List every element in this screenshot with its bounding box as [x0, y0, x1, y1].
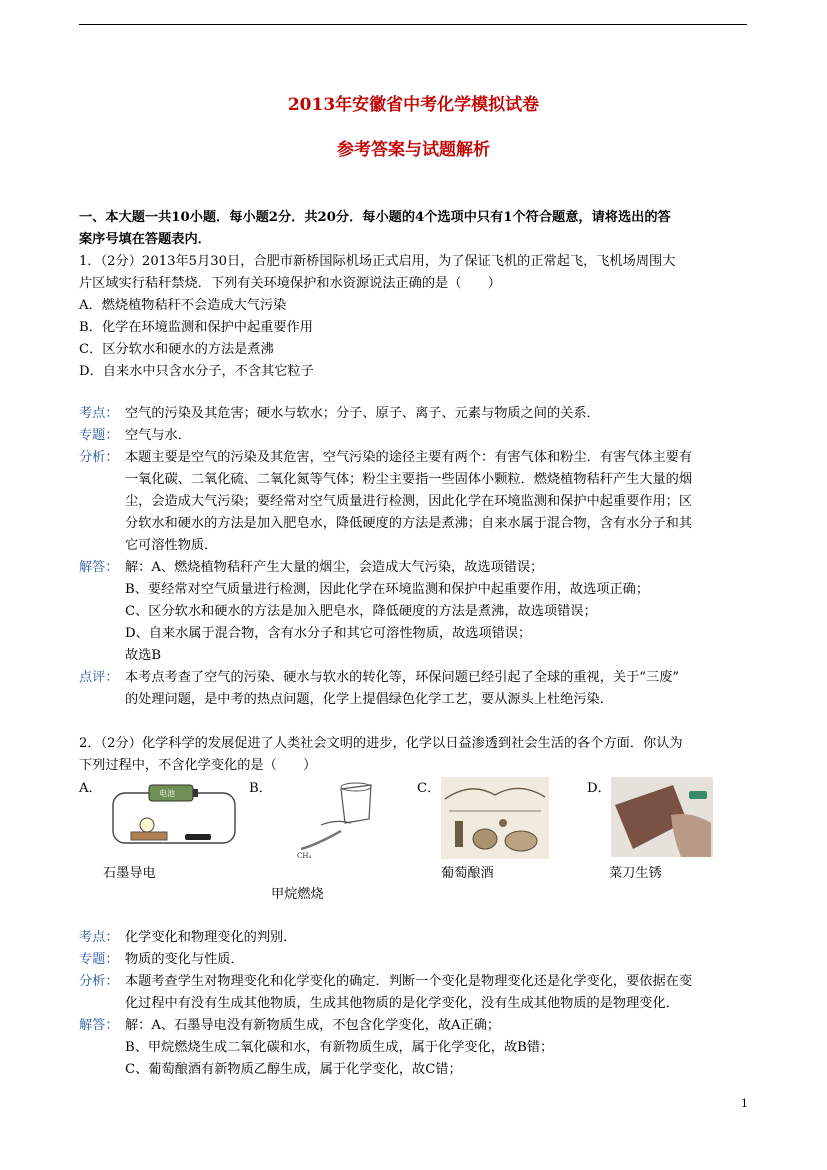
kaodian-text: 化学变化和物理变化的判别．	[125, 930, 297, 945]
option-b: B．化学在环境监测和保护中起重要作用	[79, 320, 313, 335]
fenxi-line: 尘，会造成大气污染；要经常对空气质量进行检测，因此化学在环境监测和保护中起重要作用；区	[125, 494, 693, 509]
option-a: A．燃烧植物秸秆不会造成大气污染	[79, 298, 287, 313]
jieda-line: 故选B	[125, 648, 162, 663]
circuit-illustration	[107, 779, 242, 851]
fenxi-line: 分软水和硬水的方法是加入肥皂水，降低硬度的方法是煮沸；自来水属于混合物，含有水分子和其	[125, 516, 693, 531]
dianping-line: 的处理问题，是中考的热点问题，化学上提倡绿色化学工艺，要从源头上杜绝污染．	[125, 692, 613, 707]
question-2	[79, 733, 754, 777]
fenxi-line: 本题主要是空气的污染及其危害，空气污染的途径主要有两个：有害气体和粉尘．有害气体主要有	[125, 450, 693, 465]
option-c: C．区分软水和硬水的方法是煮沸	[79, 342, 274, 357]
jieda-line: B、甲烷燃烧生成二氧化碳和水，有新物质生成，属于化学变化，故B错；	[125, 1040, 554, 1055]
q2-zhuanti	[79, 949, 754, 971]
question-stem-line: 2．（2分）化学科学的发展促进了人类社会文明的进步，化学以日益渗透到社会生活的各个方面．你认为	[79, 736, 683, 751]
q1-dianping	[79, 667, 754, 711]
fenxi-line: 一氧化碳、二氧化硫、二氧化氮等气体；粉尘主要指一些固体小颗粒．燃烧植物秸秆产生大量的烟	[125, 472, 693, 487]
label-fenxi: 分析：	[79, 974, 119, 989]
label-zhuanti: 专题：	[79, 952, 119, 967]
option-a-letter: A．	[79, 781, 102, 796]
zhuanti-text: 空气与水．	[125, 428, 191, 443]
label-zhuanti: 专题：	[79, 428, 119, 443]
label-jieda: 解答：	[79, 1018, 119, 1033]
label-kaodian: 考点：	[79, 930, 119, 945]
option-d-letter: D．	[587, 781, 611, 796]
question-1	[79, 251, 754, 383]
option-figures	[79, 777, 759, 907]
question-stem-line: 片区域实行秸秆禁烧．下列有关环境保护和水资源说法正确的是（ ）	[79, 276, 501, 291]
zhuanti-text: 物质的变化与性质．	[125, 952, 244, 967]
option-b-caption: 甲烷燃烧	[271, 887, 324, 902]
question-stem-line: 1．（2分）2013年5月30日，合肥市新桥国际机场正式启用，为了保证飞机的正常起飞，飞机场周围大	[79, 254, 676, 269]
fenxi-line: 化过程中有没有生成其他物质，生成其他物质的是化学变化，没有生成其他物质的是物理变化．	[125, 996, 679, 1011]
label-jieda: 解答：	[79, 560, 119, 575]
option-d: D．自来水中只含水分子，不含其它粒子	[79, 364, 314, 379]
label-kaodian: 考点：	[79, 406, 119, 421]
option-b-letter: B．	[249, 781, 272, 796]
ch4-label: CH₄	[297, 852, 312, 860]
jieda-line: 解：A、石墨导电没有新物质生成，不包含化学变化，故A正确；	[125, 1018, 501, 1033]
q1-kaodian	[79, 403, 754, 425]
q1-zhuanti	[79, 425, 754, 447]
methane-burning-illustration	[281, 779, 381, 861]
page-subtitle: 参考答案与试题解析	[337, 140, 490, 160]
q1-jieda	[79, 557, 754, 667]
q2-jieda	[79, 1015, 754, 1081]
page-title: 2013年安徽省中考化学模拟试卷	[287, 95, 540, 115]
fenxi-line: 它可溶性物质．	[125, 538, 218, 553]
jieda-line: D、自来水属于混合物，含有水分子和其它可溶性物质，故选项错误；	[125, 626, 532, 641]
option-c-letter: C．	[417, 781, 441, 796]
header-rule	[79, 24, 747, 25]
q2-kaodian	[79, 927, 754, 949]
option-a-caption: 石墨导电	[103, 866, 156, 881]
winemaking-illustration	[441, 777, 549, 859]
fenxi-line: 本题考查学生对物理变化和化学变化的确定．判断一个变化是物理变化还是化学变化，要依据在变	[125, 974, 693, 989]
q1-fenxi	[79, 447, 754, 557]
label-dianping: 点评：	[79, 670, 119, 685]
kaodian-text: 空气的污染及其危害；硬水与软水；分子、原子、离子、元素与物质之间的关系．	[125, 406, 600, 421]
rusty-knife-illustration	[611, 777, 713, 857]
jieda-line: C、葡萄酿酒有新物质乙醇生成，属于化学变化，故C错；	[125, 1062, 462, 1077]
option-d-caption: 菜刀生锈	[609, 866, 662, 881]
jieda-line: C、区分软水和硬水的方法是加入肥皂水，降低硬度的方法是煮沸，故选项错误；	[125, 604, 597, 619]
jieda-line: 解：A、燃烧植物秸秆产生大量的烟尘，会造成大气污染，故选项错误；	[125, 560, 544, 575]
section-heading-line: 案序号填在答题表内．	[79, 232, 211, 247]
page-number: 1	[741, 1097, 748, 1110]
question-stem-line: 下列过程中，不含化学变化的是（ ）	[79, 758, 317, 773]
option-c-caption: 葡萄酿酒	[441, 866, 494, 881]
battery-label: 电池	[159, 789, 175, 798]
dianping-line: 本考点考查了空气的污染、硬水与软水的转化等，环保问题已经引起了全球的重视，关于“三废”	[125, 670, 680, 685]
q2-fenxi	[79, 971, 754, 1015]
section-heading-line: 一、本大题一共10小题．每小题2分．共20分．每小题的4个选项中只有1个符合题意，请将选出的答	[79, 210, 671, 225]
section-heading	[79, 207, 754, 251]
jieda-line: B、要经常对空气质量进行检测，因此化学在环境监测和保护中起重要作用，故选项正确；	[125, 582, 649, 597]
label-fenxi: 分析：	[79, 450, 119, 465]
